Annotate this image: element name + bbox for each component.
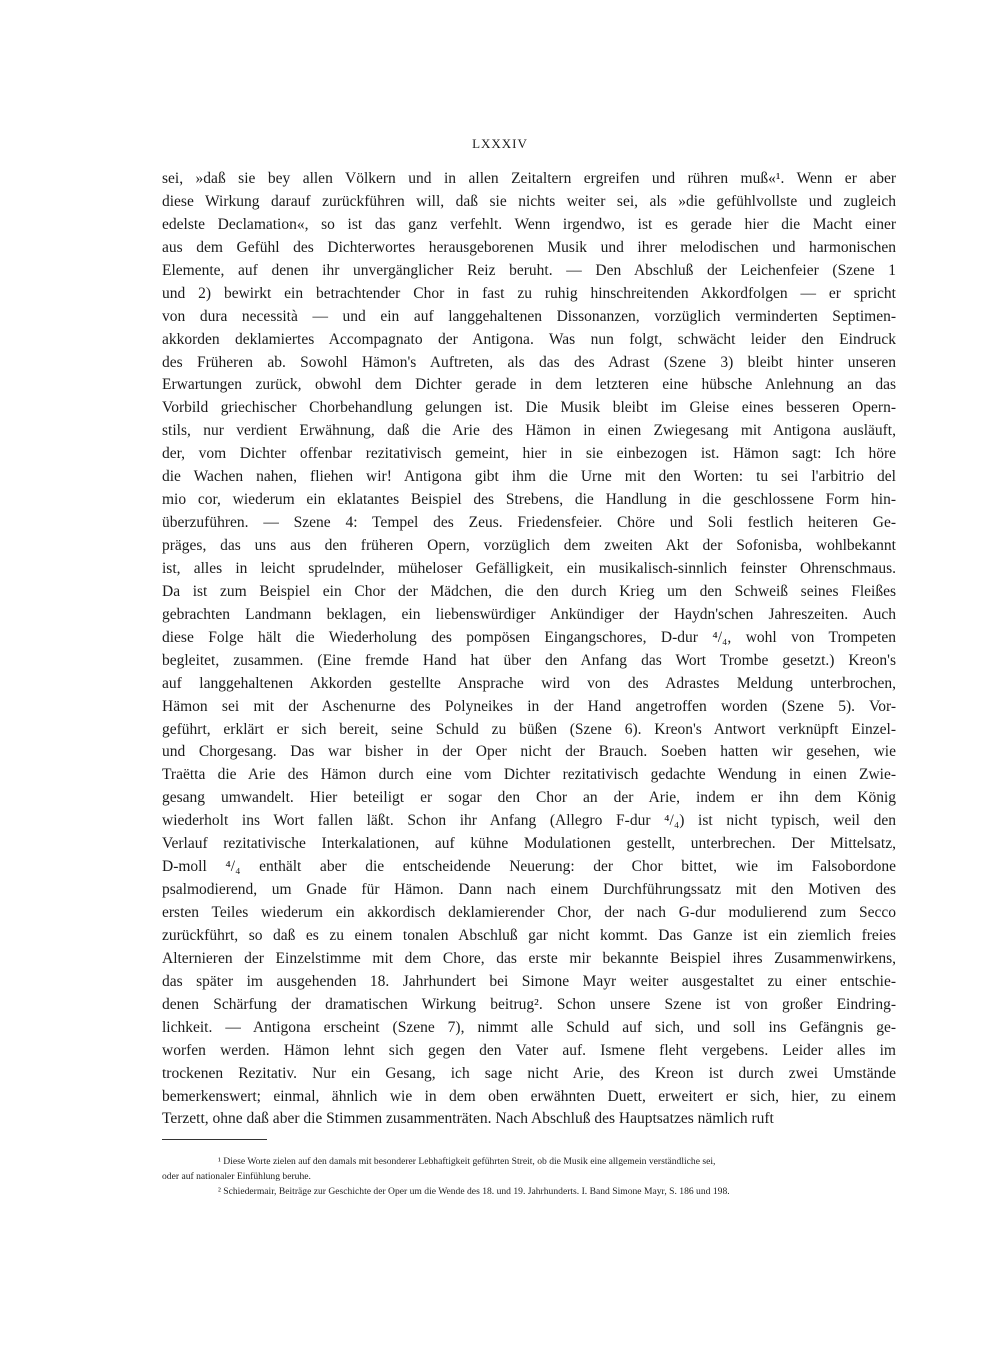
text-line: begleitet, zusammen. (Eine fremde Hand hat über den Anfang das Wort Trombe gesetzt.) Kreon's [162,651,896,669]
text-line: diese Wirkung darauf zurückführen will, daß sie nichts weiter sei, als »die gefühlvollste und zugleich [162,192,896,210]
body-text [162,168,896,1131]
text-line: überzuführen. — Szene 4: Tempel des Zeus. Friedensfeier. Chöre und Soli festlich heiteren Ge- [162,514,896,532]
text-line: aus dem Gefühl des Dichterwortes herausgeborenen Musik und ihrer melodischen und harmonischen [162,238,896,256]
text-line: gebrachten Landmann beklagen, ein liebenswürdiger Ankündiger der Haydn'schen Jahreszeiten. Auch [162,605,896,623]
text-line: Hämon sei mit der Aschenurne des Polyneikes in der Hand angetroffen worden (Szene 5). Vor- [162,697,896,715]
text-line: präges, das uns aus den früheren Opern, vorzüglich dem zweiten Akt der Sofonisba, wohlbekannt [162,537,896,554]
footnote-2: ² Schiedermair, Beiträge zur Geschichte der Oper um die Wende des 18. und 19. Jahrhunderts. I. Band Simone Mayr, S. 186 und 198. [218,1186,730,1197]
text-line: Verlauf rezitativische Interkalationen, auf kühne Modulationen gestellt, unterbrechen. Der Mittelsatz, [162,835,896,853]
text-line: Traëtta die Arie des Hämon durch eine vom Dichter rezitativisch gedachte Wendung in einen Zwie- [162,766,896,784]
text-line: wiederholt ins Wort fallen läßt. Schon ihr Anfang (Allegro F-dur ⁴/₄) ist nicht typisch, weil den [162,812,896,830]
text-line: ersten Teiles wiederum ein akkordisch deklamierender Chor, der nach G-dur modulierend zum Secco [162,904,896,921]
text-line: worfen werden. Hämon lehnt sich gegen den Vater auf. Ismene fleht vergebens. Leider alles im [162,1041,896,1059]
text-line: denen Schärfung der dramatischen Wirkung beitrug². Schon unsere Szene ist von großer Eindring- [162,995,896,1013]
text-line: Terzett, ohne daß aber die Stimmen zusammenträten. Nach Abschluß des Hauptsatzes nämlich ruft [162,1110,774,1128]
text-line: Erwartungen zurück, obwohl dem Dichter gerade in dem letzteren eine hübsche Anlehnung an das [162,376,896,394]
text-line: die Wachen nahen, fliehen wir! Antigona gibt ihm die Urne mit den Worten: tu sei l'arbitrio del [162,468,896,486]
text-line: der, vom Dichter offenbar rezitativisch gemeint, hier in sie einbezogen ist. Hämon sagt: Ich höre [162,445,896,463]
text-line: sei, »daß sie bey allen Völkern und in allen Zeitaltern ergreifen und rühren muß«¹. Wenn er aber [162,170,896,187]
footnote-1: ¹ Diese Worte zielen auf den damals mit besonderer Lebhaftigkeit geführten Streit, ob die Musik eine allgemein verständliche sei, [218,1156,716,1167]
text-line: akkorden deklamiertes Accompagnato der Antigona. Was nun folgt, schwächt leider den Eindruck [162,330,896,348]
page-number: LXXXIV [472,136,528,151]
text-line: Alternieren der Einzelstimme mit dem Chore, das erste mir bekannte Beispiel ihres Zusammenwirkens, [162,949,896,967]
text-line: von dura necessità — und ein auf langgehaltenen Dissonanzen, vorzüglich verminderten Septimen- [162,307,896,325]
text-line: Vorbild griechischer Chorbehandlung gelungen ist. Die Musik bleibt im Gleise eines besseren Opern- [162,399,896,417]
text-line: lichkeit. — Antigona erscheint (Szene 7), nimmt alle Schuld auf sich, und soll ins Gefängnis ge- [162,1018,896,1036]
footnote-1-continuation: oder auf nationaler Einfühlung beruhe. [162,1171,311,1182]
text-line: gesang umwandelt. Hier beteiligt er sogar den Chor an der Arie, indem er ihn dem König [162,789,896,807]
text-line: Elemente, auf denen ihr unvergänglicher Reiz beruht. — Den Abschluß der Leichenfeier (Szene 1 [162,261,896,279]
text-line: und Chorgesang. Das war bisher in der Oper nicht der Brauch. Soeben hatten wir gesehen, wie [162,743,896,761]
text-line: des Früheren ab. Sowohl Hämon's Auftreten, als das des Adrast (Szene 3) bleibt hinter unseren [162,353,896,371]
text-line: auf langgehaltenen Akkorden gestellte Ansprache wird von des Adrastes Meldung unterbrochen, [162,674,896,692]
footnotes [162,1154,896,1199]
text-line: zurückführt, so daß es zu einem tonalen Abschluß gar nicht kommt. Das Ganze ist ein ziemlich freies [162,926,896,944]
text-line: und 2) bewirkt ein betrachtender Chor in fast zu ruhig hinschreitenden Akkordfolgen — er spricht [162,284,896,302]
text-line: psalmodierend, um Gnade für Hämon. Dann nach einem Durchführungssatz mit den Motiven des [162,881,896,899]
text-line: das später im ausgehenden 18. Jahrhundert bei Simone Mayr weiter ausgestaltet zu einer entschie- [162,972,896,990]
footnote-divider [162,1139,267,1140]
text-line: bemerkenswert; einmal, ähnlich wie in dem oben erwähnten Duett, erweitert er sich, hier, zu einem [162,1087,896,1105]
text-line: D-moll ⁴/₄ enthält aber die entscheidende Neuerung: der Chor bittet, wie im Falsobordone [162,858,896,876]
text-line: diese Folge hält die Wiederholung des pompösen Eingangschores, D-dur ⁴/₄, wohl von Trompeten [162,628,896,646]
text-line: ist, alles in leicht sprudelnder, müheloser Gefälligkeit, ein musikalisch-sinnlich feinster Ohrenschmaus. [162,559,896,577]
text-line: stils, nur verdient Erwähnung, daß die Arie des Hämon in einen Zwiegesang mit Antigona ausläuft, [162,422,896,440]
text-line: geführt, erklärt er sich bereit, seine Schuld zu büßen (Szene 6). Kreon's Antwort verknüpft Einzel- [162,720,896,738]
text-line: mio cor, wiederum ein eklatantes Beispiel des Strebens, die Handlung in die geschlossene Form hin- [162,491,896,509]
text-line: Da ist zum Beispiel ein Chor der Mädchen, die den durch Krieg um den Schweiß seines Fleißes [162,582,896,600]
text-line: trockenen Rezitativ. Nur ein Gesang, ich sage nicht Arie, des Kreon ist durch zwei Umstände [162,1064,896,1082]
text-line: edelste Declamation«, so ist das ganz verfehlt. Wenn irgendwo, ist es gerade hier die Macht einer [162,215,896,233]
